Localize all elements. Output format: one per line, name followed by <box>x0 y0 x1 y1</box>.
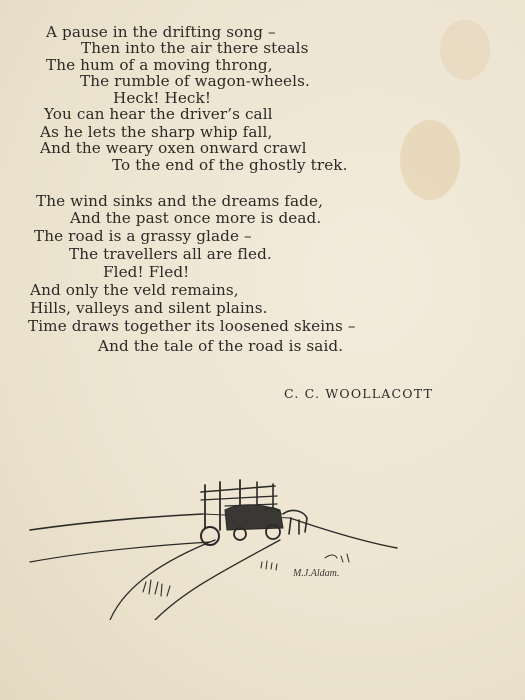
poem-line: And only the veld remains, <box>30 281 239 299</box>
poem-line: Hills, valleys and silent plains. <box>30 299 268 317</box>
poem-line: And the past once more is dead. <box>70 209 322 227</box>
poem-line: The rumble of wagon-wheels. <box>80 72 310 90</box>
poem-line: Time draws together its loosened skeins – <box>28 317 356 335</box>
poem-line: As he lets the sharp whip fall, <box>40 123 273 141</box>
poem-line: A pause in the drifting song – <box>46 23 276 41</box>
illustrator-signature: M.J.Aldam. <box>293 568 340 579</box>
poem-line: The hum of a moving throng, <box>46 56 273 74</box>
poem-line: Fled! Fled! <box>103 263 190 281</box>
poem-line: Then into the air there steals <box>81 39 309 57</box>
poem-line: You can hear the driver’s call <box>44 105 273 123</box>
author-credit: C. C. WOOLLACOTT <box>284 386 434 401</box>
poem-line: To the end of the ghostly trek. <box>112 156 348 174</box>
ox-wagon-illustration <box>25 470 405 620</box>
paper-stain <box>440 20 490 80</box>
poem-line: The road is a grassy glade – <box>34 227 252 245</box>
poem-line: And the weary oxen onward crawl <box>40 139 307 157</box>
paper-stain <box>400 120 460 200</box>
poem-line: Heck! Heck! <box>113 89 212 107</box>
poem-line: The wind sinks and the dreams fade, <box>36 192 324 210</box>
poem-line: The travellers all are fled. <box>69 245 272 263</box>
poem-line: And the tale of the road is said. <box>98 337 344 355</box>
